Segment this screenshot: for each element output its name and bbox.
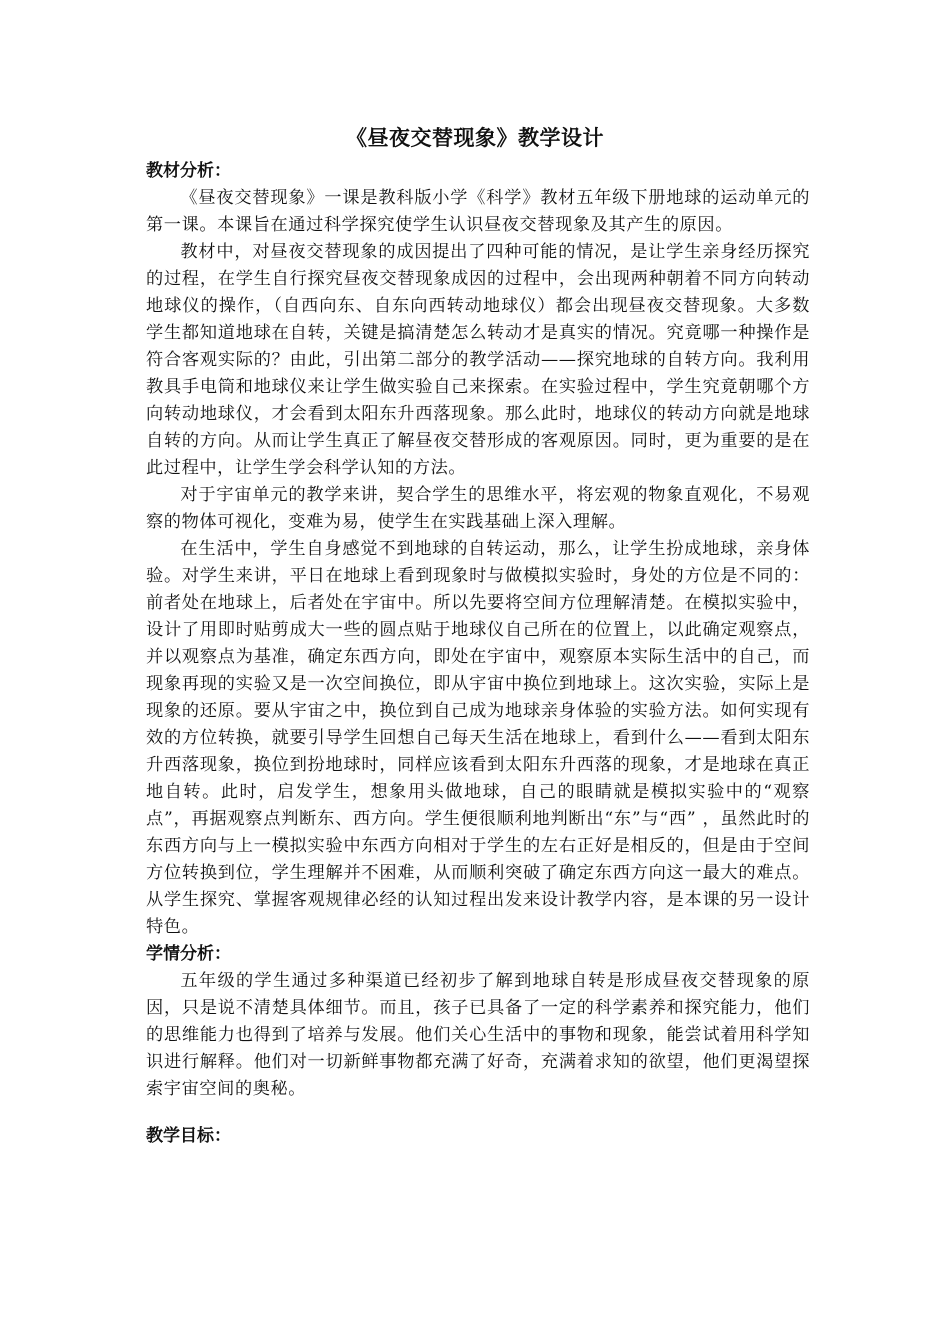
section-heading-teaching-goals: 教学目标：	[146, 1126, 231, 1146]
paragraph: 五年级的学生通过多种渠道已经初步了解到地球自转是形成昼夜交替现象的原因，只是说不清楚具体细节。而且，孩子已具备了一定的科学素养和探究能力，他们的思维能力也得到了培养与发展。他们关心生活中的事物和现象，能尝试着用科学知识进行解释。他们对一切新鲜事物都充满了好奇，充满着求知的欲望，他们更渴望探索宇宙空间的奥秘。	[146, 971, 810, 1099]
paragraph: 教材中，对昼夜交替现象的成因提出了四种可能的情况，是让学生亲身经历探究的过程，在学生自行探究昼夜交替现象成因的过程中，会出现两种朝着不同方向转动地球仪的操作，（自西向东、自东向西转动地球仪）都会出现昼夜交替现象。大多数学生都知道地球在自转，关键是搞清楚怎么转动才是真实的情况。究竟哪一种操作是符合客观实际的？由此，引出第二部分的教学活动——探究地球的自转方向。我利用教具手电筒和地球仪来让学生做实验自己来探索。在实验过程中，学生究竟朝哪个方向转动地球仪，才会看到太阳东升西落现象。那么此时，地球仪的转动方向就是地球自转的方向。从而让学生真正了解昼夜交替形成的客观原因。同时，更为重要的是在此过程中，让学生学会科学认知的方法。	[146, 242, 810, 478]
paragraph: 在生活中，学生自身感觉不到地球的自转运动，那么，让学生扮成地球，亲身体验。对学生来讲，平日在地球上看到现象时与做模拟实验时，身处的方位是不同的：前者处在地球上，后者处在宇宙中。所以先要将空间方位理解清楚。在模拟实验中，设计了用即时贴剪成大一些的圆点贴于地球仪自己所在的位置上，以此确定观察点，并以观察点为基准，确定东西方向，即处在宇宙中，观察原本实际生活中的自己，而现象再现的实验又是一次空间换位，即从宇宙中换位到地球上。这次实验，实际上是现象的还原。要从宇宙之中，换位到自己成为地球亲身体验的实验方法。如何实现有效的方位转换，就要引导学生回想自己每天生活在地球上，看到什么——看到太阳东升西落现象，换位到扮地球时，同样应该看到太阳东升西落的现象，才是地球在真正地自转。此时，启发学生，想象用头做地球，自己的眼睛就是模拟实验中的“观察点”，再据观察点判断东、西方向。学生便很顺利地判断出“东”与“西” ，虽然此时的东西方向与上一模拟实验中东西方向相对于学生的左右正好是相反的，但是由于空间方位转换到位，学生理解并不困难，从而顺利突破了确定东西方向这一最大的难点。从学生探究、掌握客观规律必经的认知过程出发来设计教学内容，是本课的另一设计特色。	[146, 539, 810, 937]
section-heading-student-analysis: 学情分析：	[146, 944, 231, 964]
paragraph: 《昼夜交替现象》一课是教科版小学《科学》教材五年级下册地球的运动单元的第一课。本课旨在通过科学探究使学生认识昼夜交替现象及其产生的原因。	[146, 188, 810, 235]
paragraph: 对于宇宙单元的教学来讲，契合学生的思维水平，将宏观的物象直观化，不易观察的物体可视化，变难为易，使学生在实践基础上深入理解。	[146, 485, 810, 532]
section-heading-textbook-analysis: 教材分析：	[146, 161, 231, 181]
section-spacer	[146, 1103, 810, 1123]
document-body	[146, 158, 810, 1150]
document-title: 《昼夜交替现象》教学设计	[346, 125, 604, 150]
